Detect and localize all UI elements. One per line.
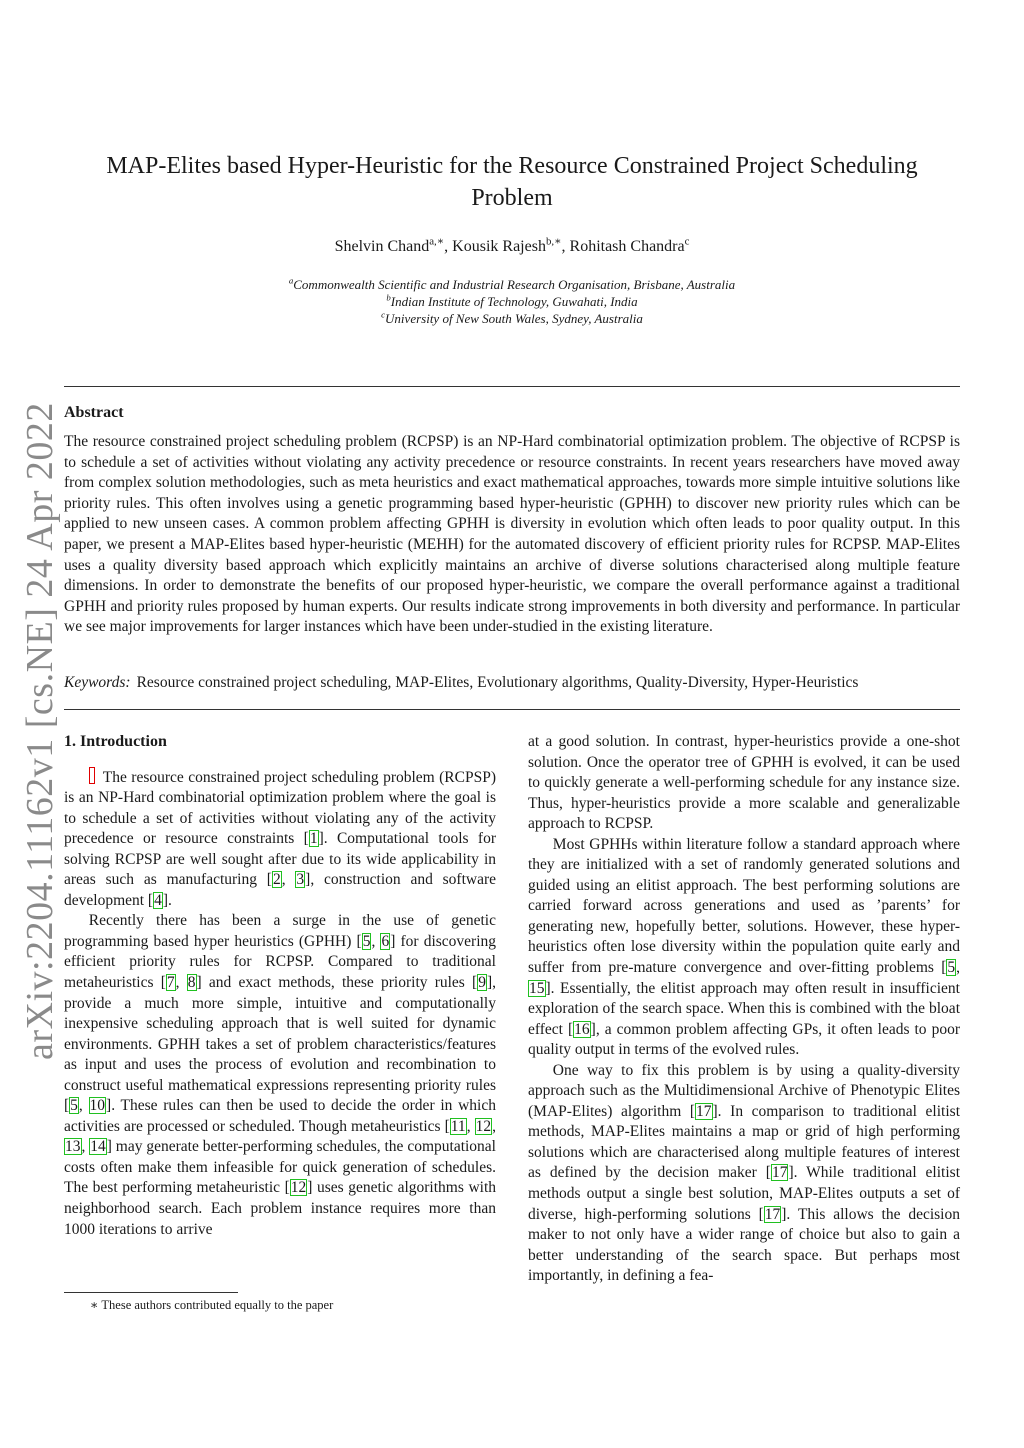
left-column: [64, 732, 496, 1240]
author-sup: b,∗: [545, 235, 562, 248]
affiliation-text: Indian Institute of Technology, Guwahati, India: [390, 294, 638, 309]
citation-link[interactable]: 12: [290, 1179, 307, 1197]
keywords-text: Resource constrained project scheduling, MAP-Elites, Evolutionary algorithms, Quality-Diversity, Hyper-Heuristics: [136, 674, 859, 691]
intro-paragraph-5: One way to fix this problem is by using a quality-diversity approach such as the Multidimensional Archive of Phenotypic Elites (MAP-Elites) algorithm [17]. In comparison to traditional elitist methods, MAP-Elites maintains a map or grid of high performing solutions which are characterised along multiple features of interest as defined by the decision maker [17]. While traditional elitist methods output a single best solution, MAP-Elites outputs a set of diverse, high-performing solutions [17]. This allows the decision maker to not only have a wider range of choice but also to gain a better understanding of the search space. But perhaps most importantly, in defining a fea-: [528, 1061, 960, 1285]
bottom-divider: [64, 709, 960, 710]
footnote: ∗ These authors contributed equally to the paper: [90, 1298, 334, 1312]
intro-paragraph-2: Recently there has been a surge in the use of genetic programming based hyper heuristics (GPHH) [5, 6] for discovering efficient priority rules for RCPSP. Compared to traditional metaheuristics [7, 8] and exact methods, these priority rules [9], provide a much more simple, intuitive and computationally inexpensive scheduling approach that is well suited for dynamic environments. GPHH takes a set of problem characteristics/features as input and uses the process of evolution and recombination to construct useful mathematical expressions representing priority rules [5, 10]. These rules can then be used to decide the order in which activities are processed or scheduled. Though metaheuristics [11, 12, 13, 14] may generate better-performing schedules, the computational costs often make them infeasible for quick generation of schedules. The best performing metaheuristic [12] uses genetic algorithms with neighborhood search. Each problem instance requires more than 1000 iterations to arrive: [64, 912, 497, 1238]
author-name: Shelvin Chand: [334, 238, 430, 255]
intro-paragraph-1: The resource constrained project scheduling problem (RCPSP) is an NP-Hard combinatorial optimization problem where the goal is to schedule a set of activities without violating any of the activity precedence or resource constraints [1]. Computational tools for solving RCPSP are well sought after due to its wide applicability in areas such as manufacturing [2, 3], construction and software development [4].: [64, 768, 497, 909]
link-marker[interactable]: [89, 767, 95, 784]
author-sup: c: [684, 235, 690, 248]
affiliation: [64, 293, 960, 310]
affiliation: [64, 276, 960, 293]
citation-link[interactable]: 17: [771, 1164, 788, 1182]
citation-link[interactable]: 14: [90, 1138, 106, 1156]
affiliation-sup: c: [381, 309, 386, 320]
top-divider: [64, 386, 960, 387]
citation-link[interactable]: 6: [381, 932, 390, 950]
citation-link[interactable]: 5: [70, 1097, 78, 1115]
citation-link[interactable]: 5: [947, 959, 956, 977]
abstract-text: The resource constrained project scheduling problem (RCPSP) is an NP-Hard combinatorial optimization problem. The objective of RCPSP is to schedule a set of activities without violating any activity precedence or resource constraints. In recent years researchers have moved away from complex solution methodologies, such as meta heuristics and exact mathematical approaches, towards more simple intuitive solutions like priority rules. This often involves using a genetic programming based hyper-heuristic (GPHH) to discover new priority rules which can be applied to new unseen cases. A common problem affecting GPHH is diversity in evolution which often leads to poor quality output. In this paper, we present a MAP-Elites based hyper-heuristic (MEHH) for the automated discovery of efficient priority rules for RCPSP. MAP-Elites uses a quality diversity based approach which explicitly maintains an archive of diverse solutions characterised along multiple feature dimensions. In order to demonstrate the benefits of our proposed hyper-heuristic, we compare the overall performance against a traditional GPHH and priority rules proposed by human experts. Our results indicate strong improvements in both diversity and performance. In particular we see major improvements for larger instances which have been under-studied in the existing literature.: [64, 433, 960, 636]
paper-title: MAP-Elites based Hyper-Heuristic for the Resource Constrained Project Scheduling Problem: [106, 153, 918, 211]
intro-paragraph-3: at a good solution. In contrast, hyper-heuristics provide a one-shot solution. Once the operator tree of GPHH is evolved, it can be used to quickly generate a well-performing schedule for any instance size. Thus, hyper-heuristics provide a more scalable and generalizable approach to RCPSP.: [528, 733, 960, 833]
keywords: [64, 674, 960, 692]
right-column: [528, 732, 960, 1287]
citation-link[interactable]: 7: [166, 974, 175, 992]
citation-link[interactable]: 9: [478, 974, 486, 992]
author-name: Kousik Rajesh: [452, 238, 546, 255]
citation-link[interactable]: 4: [154, 891, 162, 909]
affiliation-text: Commonwealth Scientific and Industrial Research Organisation, Brisbane, Australia: [293, 277, 736, 292]
citation-link[interactable]: 12: [475, 1117, 492, 1135]
affiliation-text: University of New South Wales, Sydney, Australia: [385, 311, 643, 326]
citation-link[interactable]: 2: [272, 871, 281, 889]
citation-link[interactable]: 10: [89, 1097, 106, 1115]
citation-link[interactable]: 8: [187, 974, 196, 992]
section-heading: 1. Introduction: [64, 733, 167, 750]
citation-link[interactable]: 13: [65, 1138, 81, 1156]
affiliation-list: [64, 276, 960, 327]
citation-link[interactable]: 17: [764, 1205, 781, 1223]
author-sup: a,∗: [429, 235, 445, 248]
abstract-heading: Abstract: [64, 404, 124, 421]
citation-link[interactable]: 15: [529, 979, 545, 997]
citation-link[interactable]: 11: [450, 1117, 466, 1135]
citation-link[interactable]: 16: [574, 1020, 590, 1038]
author-list: Shelvin Chand$^{a,∗}$, Kousik Rajesh$^{b,∗}$, Rohitash Chandra$^c$: [334, 235, 690, 255]
citation-link[interactable]: 3: [296, 871, 305, 889]
intro-paragraph-4: Most GPHHs within literature follow a standard approach where they are initialized with a set of randomly generated solutions and guided using an elitist approach. The best performing solutions are carried forward across generations and used as ’parents’ for generating new, hopefully better, solutions. However, these hyper-heuristics often lose diversity within the population quite early and suffer from pre-mature convergence and over-fitting problems [5, 15]. Essentially, the elitist approach may often result in insufficient exploration of the search space. When this is combined with the bloat effect [16], a common problem affecting GPs, it often leads to poor quality output in terms of the evolved rules.: [528, 835, 960, 1059]
keywords-label: Keywords:: [64, 674, 131, 691]
arxiv-stamp: arXiv:2204.11162v1 [cs.NE] 24 Apr 2022: [19, 402, 61, 1060]
affiliation-sup: b: [386, 292, 391, 303]
citation-link[interactable]: 5: [362, 932, 371, 950]
citation-link[interactable]: 1: [309, 830, 318, 848]
footnote-rule: [64, 1292, 238, 1293]
affiliation: [64, 310, 960, 327]
affiliation-sup: a: [288, 275, 294, 286]
citation-link[interactable]: 17: [696, 1102, 712, 1120]
author-name: Rohitash Chandra: [569, 238, 685, 255]
